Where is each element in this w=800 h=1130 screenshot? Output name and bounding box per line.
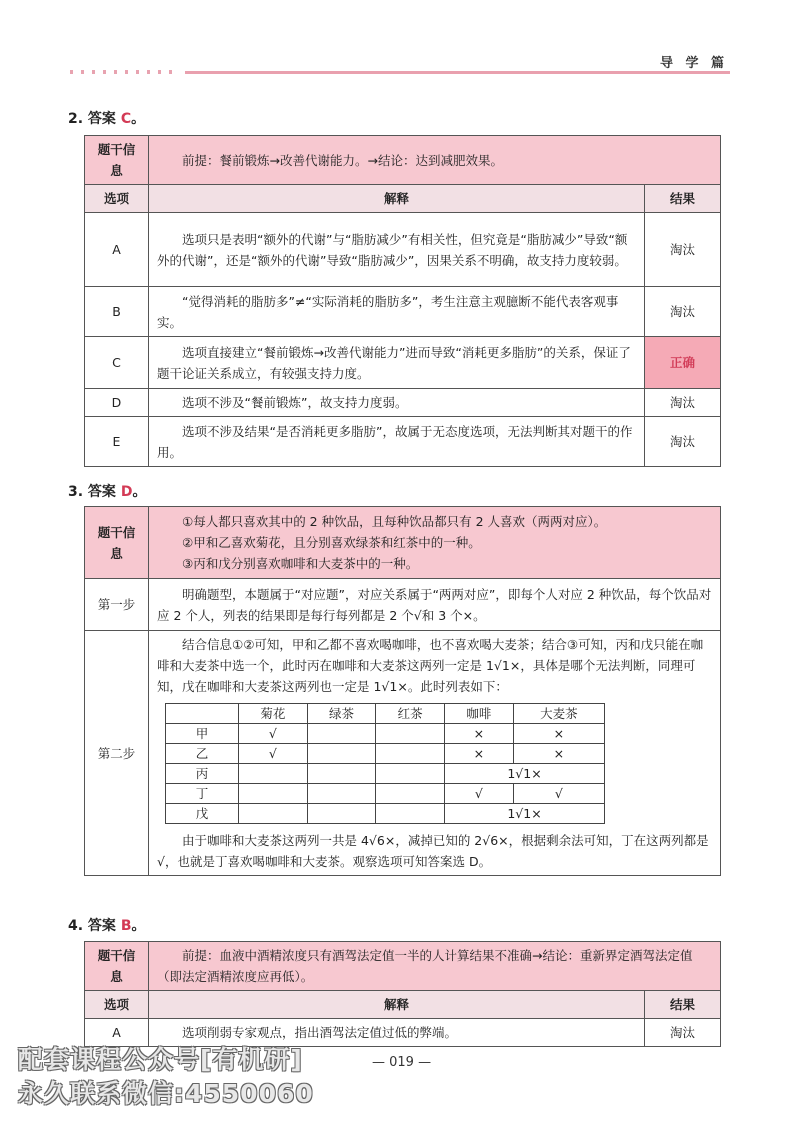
- grid-row: [166, 744, 605, 764]
- table-row: [85, 417, 721, 467]
- q4-answer: [68, 915, 145, 935]
- grid-cell: ×: [445, 724, 514, 744]
- premise-line: ②甲和乙喜欢菊花，且分别喜欢绿茶和红茶中的一种。: [182, 535, 481, 550]
- q3-answer-suffix: 。: [132, 484, 147, 500]
- q3-premise-label: 题干信息: [85, 507, 149, 579]
- q3-step1-label: 第一步: [85, 579, 149, 631]
- option-letter: B: [85, 287, 149, 337]
- q4-premise-label: 题干信息: [85, 942, 149, 991]
- grid-cell: ×: [513, 744, 604, 764]
- option-letter: D: [85, 389, 149, 417]
- grid-person: 丙: [166, 764, 239, 784]
- grid-row: [166, 784, 605, 804]
- grid-header: 大麦茶: [513, 704, 604, 724]
- explanation: “觉得消耗的脂肪多”≠“实际消耗的脂肪多”，考生注意主观臆断不能代表客观事实。: [149, 287, 645, 337]
- header-dots: [70, 70, 180, 74]
- q3-step2-conclusion: 由于咖啡和大麦茶这两列一共是 4√6×，减掉已知的 2√6×，根据剩余法可知，丁在这两列都是√，也就是丁喜欢喝咖啡和大麦茶。观察选项可知答案选 D。: [157, 833, 709, 869]
- grid-person: 乙: [166, 744, 239, 764]
- q2-premise-label: 题干信息: [85, 136, 149, 185]
- explanation: 选项只是表明“额外的代谢”与“脂肪减少”有相关性，但究竟是“脂肪减少”导致“额外的代谢”，还是“额外的代谢”导致“脂肪减少”，因果关系不明确，故支持力度较弱。: [149, 213, 645, 287]
- page-number: — 019 —: [372, 1055, 432, 1070]
- grid-header: [166, 704, 239, 724]
- header-rule: [185, 71, 730, 74]
- explanation: 选项直接建立“餐前锻炼→改善代谢能力”进而导致“消耗更多脂肪”的关系，保证了题干论证关系成立，有较强支持力度。: [149, 337, 645, 389]
- premise-line: ①每人都只喜欢其中的 2 种饮品，且每种饮品都只有 2 人喜欢（两两对应）。: [182, 514, 607, 529]
- q3-step2-intro: 结合信息①②可知，甲和乙都不喜欢喝咖啡，也不喜欢喝大麦茶；结合③可知，丙和戊只能在咖啡和大麦茶中选一个，此时丙在咖啡和大麦茶这两列一定是 1√1×，具体是哪个无法判断，同理可知，戊在咖啡和大麦茶这两列也一定是 1√1×。此时列表如下：: [157, 637, 704, 694]
- q4-answer-letter: B: [120, 918, 132, 934]
- explanation: 选项不涉及结果“是否消耗更多脂肪”，故属于无态度选项，无法判断其对题干的作用。: [149, 417, 645, 467]
- q2-answer: [68, 108, 145, 128]
- result: 淘汰: [645, 417, 721, 467]
- q3-answer: [68, 481, 146, 501]
- result-correct: 正确: [645, 337, 721, 389]
- grid-cell: [376, 804, 445, 824]
- result: 淘汰: [645, 389, 721, 417]
- q3-step1: 明确题型，本题属于“对应题”，对应关系属于“两两对应”，即每个人对应 2 种饮品，每个饮品对应 2 个人，列表的结果即是每行每列都是 2 个√和 3 个×。: [149, 579, 721, 631]
- grid-header: 红茶: [376, 704, 445, 724]
- grid-cell: [307, 764, 376, 784]
- q4-premise: 前提：血液中酒精浓度只有酒驾法定值一半的人计算结果不准确→结论：重新界定酒驾法定值（即法定酒精浓度应再低）。: [149, 942, 721, 991]
- grid-header: 绿茶: [307, 704, 376, 724]
- table-row: [85, 337, 721, 389]
- q3-step2-label: 第二步: [85, 631, 149, 876]
- explanation: 选项削弱专家观点，指出酒驾法定值过低的弊端。: [149, 1019, 645, 1047]
- result: 淘汰: [645, 287, 721, 337]
- watermark-line-1: 配套课程公众号[有机研]: [18, 1045, 303, 1074]
- grid-cell: [307, 804, 376, 824]
- q4-answer-suffix: 。: [131, 918, 146, 934]
- grid-cell: [376, 784, 445, 804]
- grid-header: 菊花: [239, 704, 308, 724]
- grid-person: 甲: [166, 724, 239, 744]
- q3-answer-prefix: 3. 答案: [68, 484, 121, 500]
- grid-cell: [376, 744, 445, 764]
- result: 淘汰: [645, 1019, 721, 1047]
- grid-cell: [307, 724, 376, 744]
- grid-cell: [239, 784, 308, 804]
- q4-col-explanation: 解释: [149, 991, 645, 1019]
- grid-cell: √: [513, 784, 604, 804]
- option-letter: A: [85, 1019, 149, 1047]
- watermark-line-2: 永久联系微信:4550060: [18, 1079, 314, 1108]
- grid-cell: [239, 764, 308, 784]
- q3-table: [84, 506, 721, 876]
- grid-person: 丁: [166, 784, 239, 804]
- grid-person: 戊: [166, 804, 239, 824]
- table-row: [85, 389, 721, 417]
- q2-col-explanation: 解释: [149, 185, 645, 213]
- grid-row: [166, 764, 605, 784]
- grid-cell: √: [239, 744, 308, 764]
- grid-cell: √: [445, 784, 514, 804]
- grid-cell: [307, 744, 376, 764]
- table-row: [85, 287, 721, 337]
- grid-cell: ×: [513, 724, 604, 744]
- table-row: [85, 213, 721, 287]
- grid-header: 咖啡: [445, 704, 514, 724]
- grid-cell-merged: 1√1×: [445, 804, 605, 824]
- q4-col-option: 选项: [85, 991, 149, 1019]
- q3-answer-letter: D: [120, 484, 133, 500]
- grid-header-row: [166, 704, 605, 724]
- result: 淘汰: [645, 213, 721, 287]
- q2-answer-prefix: 2. 答案: [68, 111, 121, 127]
- grid-cell: [376, 724, 445, 744]
- q2-answer-suffix: 。: [131, 111, 146, 127]
- explanation: 选项不涉及“餐前锻炼”，故支持力度弱。: [149, 389, 645, 417]
- section-title: 导 学 篇: [659, 56, 728, 71]
- option-letter: C: [85, 337, 149, 389]
- premise-line: ③丙和戊分别喜欢咖啡和大麦茶中的一种。: [182, 556, 419, 571]
- q4-col-result: 结果: [645, 991, 721, 1019]
- grid-cell: [239, 804, 308, 824]
- grid-row: [166, 804, 605, 824]
- grid-cell: [307, 784, 376, 804]
- grid-cell-merged: 1√1×: [445, 764, 605, 784]
- grid-cell: √: [239, 724, 308, 744]
- q2-premise: 前提：餐前锻炼→改善代谢能力。→结论：达到减肥效果。: [149, 136, 721, 185]
- q2-table: [84, 135, 721, 467]
- grid-row: [166, 724, 605, 744]
- grid-cell: [376, 764, 445, 784]
- option-letter: E: [85, 417, 149, 467]
- grid-cell: ×: [445, 744, 514, 764]
- option-letter: A: [85, 213, 149, 287]
- preference-grid: [165, 703, 605, 824]
- q4-answer-prefix: 4. 答案: [68, 918, 121, 934]
- q2-col-result: 结果: [645, 185, 721, 213]
- q2-answer-letter: C: [120, 111, 132, 127]
- q2-col-option: 选项: [85, 185, 149, 213]
- q4-table: [84, 941, 721, 1047]
